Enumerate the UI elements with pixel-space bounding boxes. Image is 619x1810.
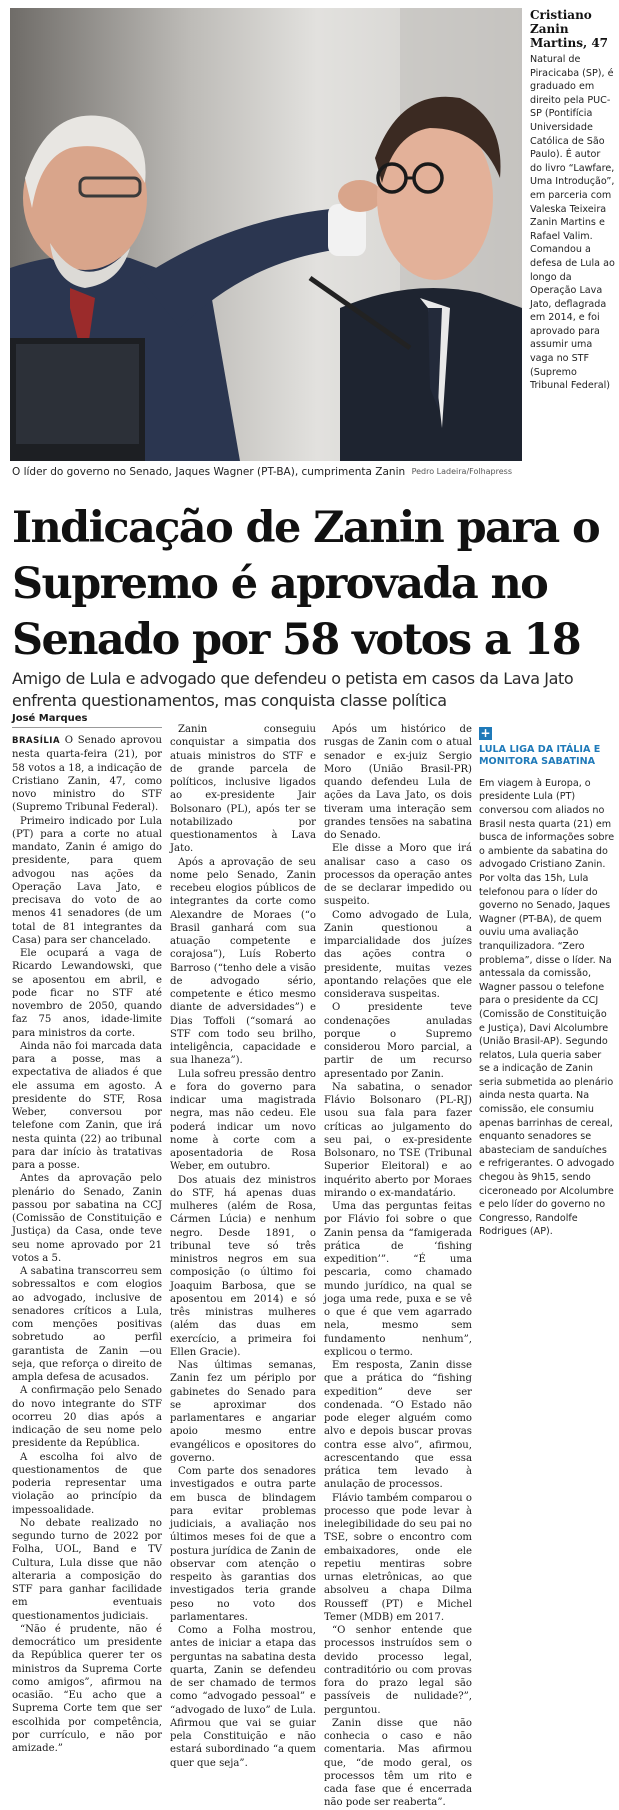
paragraph-text: O Senado aprovou nesta quarta-feira (21), por 58 votos a 18, a indicação de Cristiano Zanin, 47, como novo ministro do STF (Supremo Tribunal Federal). (12, 735, 162, 814)
news-photo (10, 8, 522, 461)
paragraph: Primeiro indicado por Lula (PT) para a corte no atual mandato, Zanin é amigo do presidente, para quem advogou nas ações da Operação Lava Jato, e precisava do voto de ao menos 41 senadores (de um total de 81 integrantes da Casa) para ser chancelado. (12, 815, 162, 946)
byline: José Marques (12, 713, 162, 728)
sidebar-box (479, 722, 615, 1239)
paragraph: Após um histórico de rusgas de Zanin com o atual senador e ex-juiz Sergio Moro (União Brasil-PR) quando defendeu Lula de ações da Lava Jato, os dois tiveram uma interação sem grandes tensões na sabatina do Senado. (324, 724, 472, 841)
paragraph: Ele ocupará a vaga de Ricardo Lewandowski, que se aposentou em abril, e pode ficar no STF até novembro de 2050, quando faz 75 anos, idade-limite para ministros da corte. (12, 948, 162, 1039)
paragraph: Na sabatina, o senador Flávio Bolsonaro (PL-RJ) usou sua fala para fazer críticas ao julgamento do seu pai, o ex-presidente Bolsonaro, no TSE (Tribunal Superior Eleitoral) e ao inquérito aberto por Moraes mirando o ex-mandatário. (324, 1081, 472, 1199)
profile-bio: Natural de Piracicaba (SP), é graduado em direito pela PUC-SP (Pontifícia Universidade Católica de São Paulo). É autor do livro “Lawfare, Uma Introdução”, em parceria com Valeska Teixeira Zanin Martins e Rafael Valim. Comandou a defesa de Lula ao longo da Operação Lava Jato, deflagrada em 2014, e foi aprovado para assumir uma vaga no STF (Supremo Tribunal Federal) (530, 54, 615, 392)
paragraph: A sabatina transcorreu sem sobressaltos e com elogios ao advogado, inclusive de senadores críticos a Lula, com menções positivas sobretudo ao perfil garantista de Zanin —ou seja, que reforça o direito de ampla defesa de acusados. (12, 1266, 162, 1383)
plus-icon: + (480, 726, 491, 740)
paragraph: Nas últimas semanas, Zanin fez um périplo por gabinetes do Senado para se aproximar dos parlamentares e angariar apoio mesmo entre evangélicos e opositores do governo. (170, 1360, 316, 1464)
paragraph: Como advogado de Lula, Zanin questionou a imparcialidade dos juízes das ações contra o presidente, muitas vezes apontando relações que ele considerava suspeitas. (324, 909, 472, 1000)
paragraph: “O senhor entende que processos instruídos sem o devido processo legal, contraditório ou com provas fora do prazo legal são passíveis de nulidade?”, perguntou. (324, 1625, 472, 1716)
paragraph: A escolha foi alvo de questionamentos de que poderia representar uma violação ao princípio da impessoalidade. (12, 1451, 162, 1516)
profile-name: Cristiano Zanin Martins, 47 (530, 8, 609, 50)
paragraph: Flávio também comparou o processo que pode levar à inelegibilidade do seu pai no TSE, sobre o encontro com embaixadores, onde ele repetiu mentiras sobre urnas eletrônicas, ao que absolveu a chapa Dilma Rousseff (PT) e Michel Temer (MDB) em 2017. (324, 1492, 472, 1623)
paragraph: Antes da aprovação pelo plenário do Senado, Zanin passou por sabatina na CCJ (Comissão de Constituição e Justiça) da Casa, onde teve seu nome aprovado por 21 votos a 5. (12, 1173, 162, 1264)
paragraph: Após a aprovação de seu nome pelo Senado, Zanin recebeu elogios públicos de integrantes da corte como Alexandre de Moraes (“o Brasil ganhará com sua atuação competente e corajosa”), Luís Roberto Barroso (“tenho dele a visão de advogado sério, competente e ético mesmo diante de adversidades”) e Dias Toffoli (“somará ao STF com todo seu brilho, inteligência, capacidade e sua lhaneza”). (170, 856, 316, 1067)
paragraph: Zanin disse que não conhecia o caso e não comentaria. Mas afirmou que, “de modo geral, os processos têm um rito e cada fase que é encerrada não pode ser reaberta”. (324, 1717, 472, 1809)
article-column-1 (12, 734, 162, 1755)
deck: Amigo de Lula e advogado que defendeu o petista em casos da Lava Jato enfrenta questionamentos, mas conquista classe política (12, 669, 574, 710)
paragraph (12, 734, 162, 815)
paragraph: Lula sofreu pressão dentro e fora do governo para indicar uma magistrada negra, mas não cedeu. Ele poderá indicar um novo nome à corte com a aposentadoria de Rosa Weber, em outubro. (170, 1068, 316, 1173)
paragraph: Dos atuais dez ministros do STF, há apenas duas mulheres (além de Rosa, Cármen Lúcia) e nenhum negro. Desde 1891, o tribunal teve só três ministros negros em sua composição (o último foi Joaquim Barbosa, que se aposentou em 2014) e só três ministras mulheres (além das duas em exercício, a primeira foi Ellen Gracie). (170, 1174, 316, 1358)
paragraph: Com parte dos senadores investigados e outra parte em busca de blindagem para evitar problemas judiciais, a avaliação nos últimos meses foi de que a postura jurídica de Zanin de observar com atenção o respeito às garantias dos investigados teria grande peso no voto dos parlamentares. (170, 1466, 316, 1623)
photo-caption: O líder do governo no Senado, Jaques Wagner (PT-BA), cumprimenta Zanin (12, 466, 406, 478)
paragraph: Em resposta, Zanin disse que a prática do “fishing expedition” deve ser condenada. “O Estado não pode eleger alguém como alvo e depois buscar provas contra esse alvo”, afirmou, acrescentando que essa prática tem levado à anulação de processos. (324, 1360, 472, 1491)
photo-credit: Pedro Ladeira/Folhapress (411, 467, 512, 476)
dateline: BRASÍLIA (12, 736, 61, 746)
paragraph: Zanin conseguiu conquistar a simpatia dos atuais ministros do STF e de grande parcela de políticos, inclusive ligados ao ex-presidente Jair Bolsonaro (PL), após ter se notabilizado por questionamentos à Lava Jato. (170, 724, 316, 855)
profile-box (530, 8, 615, 393)
paragraph: Como a Folha mostrou, antes de iniciar a etapa das perguntas na sabatina desta quarta, Zanin se defendeu de ser chamado de termos como “advogado pessoal” e “advogado de luxo” de Lula. Afirmou que vai se guiar pela Constituição e não estará subordinado “a quem quer que seja”. (170, 1625, 316, 1769)
paragraph: “Não é prudente, não é democrático um presidente da República querer ter os ministros da Suprema Corte como amigos”, afirmou na ocasião. “Eu acho que a Suprema Corte tem que ser escolhida por competência, por currículo, e não por amizade.” (12, 1623, 162, 1754)
paragraph: Uma das perguntas feitas por Flávio foi sobre o que Zanin pensa da “famigerada prática de ‘fishing expedition’”. “É uma pescaria, como chamado mundo jurídico, na qual se joga uma rede, puxa e se vê o que é que vem agarrado nela, mesmo sem fundamento nenhum”, explicou o termo. (324, 1201, 472, 1358)
paragraph: A confirmação pelo Senado do novo integrante do STF ocorreu 20 dias após a indicação de seu nome pelo presidente da República. (12, 1385, 162, 1450)
photo-illustration (10, 8, 522, 461)
headline: Indicação de Zanin para o Supremo é aprovada no Senado por 58 votos a 18 (12, 503, 600, 665)
sidebar-title: LULA LIGA DA ITÁLIA E MONITORA SABATINA (479, 744, 601, 768)
article-column-3 (324, 723, 472, 1810)
paragraph: No debate realizado no segundo turno de 2022 por Folha, UOL, Band e TV Cultura, Lula disse que não alteraria a composição do STF para ganhar facilidade em eventuais questionamentos judiciais. (12, 1517, 162, 1622)
sidebar-body: Em viagem à Europa, o presidente Lula (PT) conversou com aliados no Brasil nesta quarta (21) em busca de informações sobre o ambiente da sabatina do advogado Cristiano Zanin. Por volta das 15h, Lula telefonou para o líder do governo no Senado, Jaques Wagner (PT-BA), de quem ouviu uma avaliação tranquilizadora. “Zero problema”, disse o líder. Na antessala da comissão, Wagner passou o telefone para o presidente da CCJ (Comissão de Constituição e Justiça), Davi Alcolumbre (União Brasil-AP). Segundo relatos, Lula queria saber se a indicação de Zanin seria submetida ao plenário ainda nesta quarta. Na comissão, ele consumiu apenas barrinhas de cereal, enquanto senadores se abasteciam de sanduíches e refrigerantes. O advogado chegou às 9h15, sendo ciceroneado por Alcolumbre e pelo líder do governo no Congresso, Randolfe Rodrigues (AP). (479, 777, 615, 1238)
photo-caption-row (12, 466, 512, 478)
article-column-2 (170, 723, 316, 1770)
paragraph: O presidente teve condenações anuladas porque o Supremo considerou Moro parcial, a partir de um recurso apresentado por Zanin. (324, 1002, 472, 1080)
paragraph: Ainda não foi marcada data para a posse, mas a expectativa de aliados é que ele assuma em agosto. A presidente do STF, Rosa Weber, conversou por telefone com Zanin, que irá nesta quinta (22) ao tribunal para dar início às tratativas para a posse. (12, 1040, 162, 1171)
paragraph: Ele disse a Moro que irá analisar caso a caso os processos da operação antes de se declarar impedido ou suspeito. (324, 843, 472, 908)
